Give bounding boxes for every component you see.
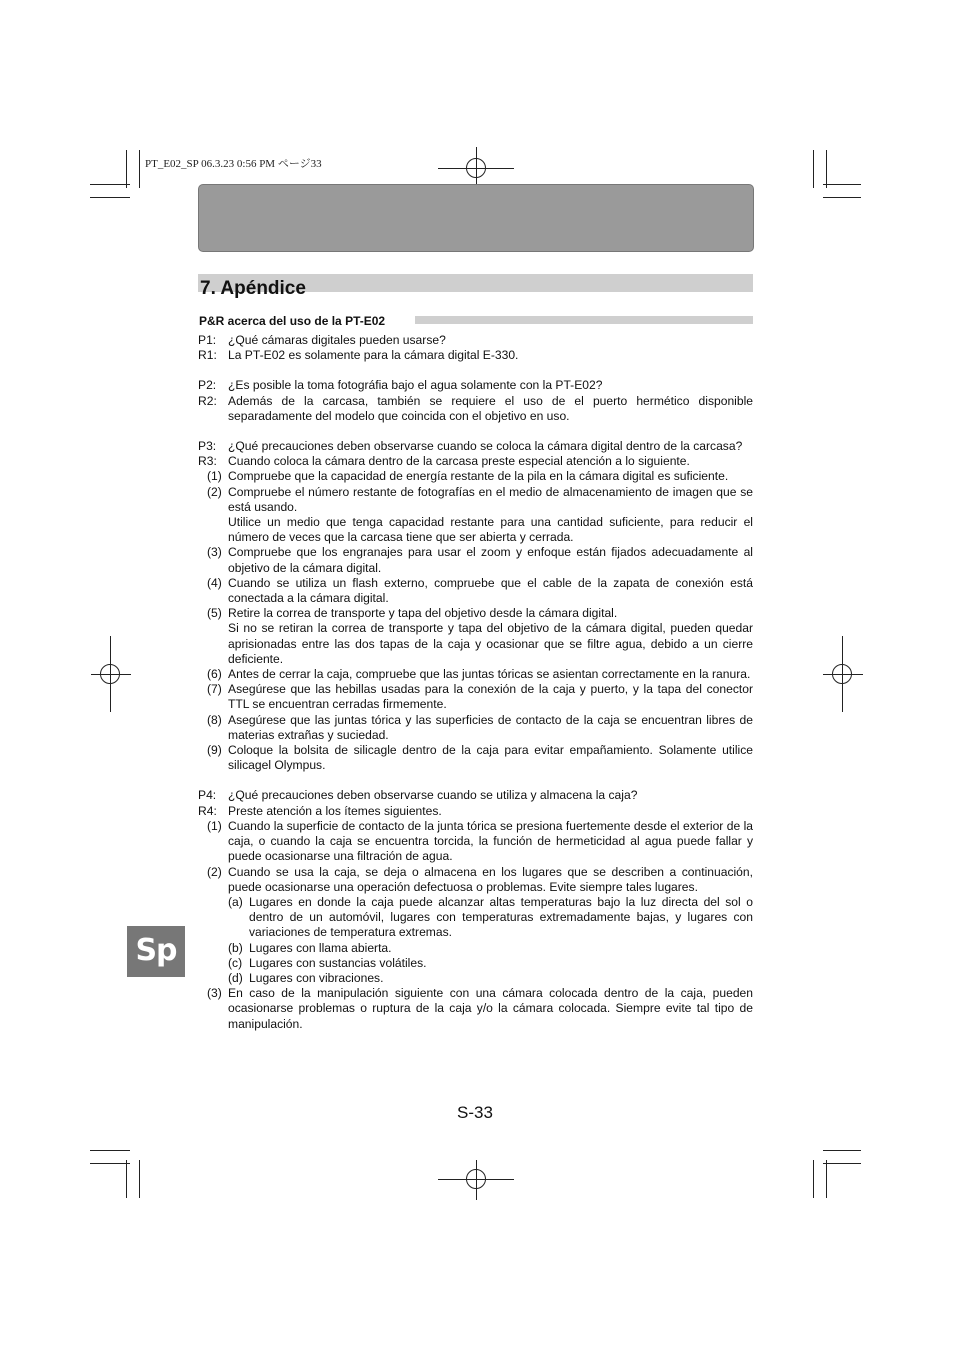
qa-item-text: Cuando coloca la cámara dentro de la carcasa preste especial atención a lo siguiente. [228, 454, 690, 469]
language-tab-label: Sp [135, 933, 177, 968]
qa-item [0, 865, 954, 895]
qa-item [0, 439, 954, 454]
qa-item-label: R2: [198, 393, 217, 408]
qa-item-text: Lugares en donde la caja puede alcanzar altas temperaturas bajo la luz directa del sol o dentro de un automóvil, lugares con temperaturas extremadamente bajas, y lugares con variaciones de temperatura extremas. [249, 894, 753, 940]
qa-item [0, 819, 954, 865]
qa-item-text: En caso de la manipulación siguiente con una cámara colocada dentro de la caja, pueden ocasionarse problemas o ruptura de la caja y/o la cámara colocada. Siempre evite tal tipo de manipulación. [228, 986, 753, 1031]
qa-item-label: (1) [207, 818, 222, 833]
qa-item-text: ¿Qué precauciones deben observarse cuando se coloca la cámara digital dentro de la carcasa? [228, 439, 743, 454]
subsection-bar [415, 316, 753, 324]
qa-item-label: (6) [207, 667, 222, 682]
qa-item [0, 394, 954, 424]
qa-item-text: ¿Es posible la toma fotográfia bajo el agua solamente con la PT-E02? [228, 378, 603, 393]
language-tab [127, 926, 185, 977]
qa-item-label: R1: [198, 348, 217, 363]
qa-item [0, 576, 954, 606]
qa-item-label: (c) [228, 955, 243, 970]
qa-item-text: Compruebe que la capacidad de energía restante de la pila en la cámara digital es suficiente. [228, 469, 729, 484]
qa-item [0, 743, 954, 773]
qa-item [0, 378, 954, 393]
qa-item-text: Cuando la superficie de contacto de la junta tórica se presiona fuertemente desde el exterior de la caja, o cuando la caja se encuentra torcida, la función de hermeticidad al agua puede fallar y puede ocasionarse una filtración de agua. [228, 818, 753, 864]
qa-item-label: P2: [198, 378, 217, 393]
qa-item [0, 804, 954, 819]
qa-item-label: (3) [207, 986, 222, 1001]
section-title: 7. Apéndice [200, 278, 306, 299]
qa-item [0, 348, 954, 363]
qa-item [0, 788, 954, 803]
qa-item-text: ¿Qué cámaras digitales pueden usarse? [228, 333, 446, 347]
qa-item-text: Preste atención a los ítemes siguientes. [228, 803, 442, 818]
page-number: S-33 [457, 1103, 493, 1122]
qa-item-label: (3) [207, 545, 222, 560]
qa-item-text: Si no se retiran la correa de transporte y tapa del objetivo de la cámara digital, pueden quedar aprisionadas entre las dos tapas de la caja y ocasionar que se filtre agua, debido a un cierre deficiente. [228, 621, 753, 666]
qa-item [0, 333, 954, 348]
qa-item-label: P1: [198, 333, 217, 347]
paragraph-gap [0, 363, 954, 378]
qa-item-label: (5) [207, 606, 222, 621]
qa-item-text: Cuando se usa la caja, se deja o almacena en los lugares que se describen a continuación, puede ocasionarse una operación defectuosa o problemas. Evite siempre tales lugares. [228, 864, 753, 894]
paragraph-gap [0, 424, 954, 439]
qa-item [0, 454, 954, 469]
qa-item-label: P4: [198, 788, 217, 803]
qa-item-text: Además de la carcasa, también se requiere el uso de el puerto hermético disponible separadamente del modelo que coincida con el objetivo en uso. [228, 393, 753, 423]
qa-item [0, 667, 954, 682]
qa-item [0, 621, 954, 667]
qa-item-label: (b) [228, 940, 243, 955]
qa-item-text: Cuando se utiliza un flash externo, compruebe que el cable de la zapata de conexión está conectada a la cámara digital. [228, 575, 753, 606]
qa-item-label: (d) [228, 970, 243, 985]
qa-item [0, 515, 954, 545]
qa-item-text: ¿Qué precauciones deben observarse cuando se utiliza y almacena la caja? [228, 788, 638, 803]
qa-item-text: Compruebe el número restante de fotografías en el medio de almacenamiento de imagen que se está usando. [228, 484, 753, 514]
qa-item-label: (8) [207, 712, 222, 727]
print-info: PT_E02_SP 06.3.23 0:56 PM ページ33 [145, 158, 322, 170]
qa-item-label: (2) [207, 484, 222, 499]
qa-item-label: (4) [207, 575, 222, 590]
qa-item-text: Utilice un medio que tenga capacidad restante para una cantidad suficiente, para reducir el número de veces que la carcasa tiene que ser abierta y cerrada. [228, 515, 753, 545]
qa-item-text: Compruebe que los engranajes para usar el zoom y enfoque están fijados adecuadamente al objetivo de la cámara digital. [228, 545, 753, 575]
qa-item-label: (7) [207, 682, 222, 697]
qa-item-label: R4: [198, 803, 217, 818]
qa-item-text: La PT-E02 es solamente para la cámara digital E-330. [228, 348, 519, 363]
qa-item-label: R3: [198, 454, 217, 469]
qa-item-label: P3: [198, 439, 217, 454]
qa-item-text: Asegúrese que las hebillas usadas para la conexión de la caja y puerto, y la tapa del conector TTL se encuentran cerradas firmemente. [228, 682, 753, 712]
qa-item [0, 545, 954, 575]
qa-item-label: (2) [207, 864, 222, 879]
qa-item-text: Lugares con sustancias volátiles. [249, 955, 427, 970]
qa-item [0, 469, 954, 484]
qa-item-label: (a) [228, 894, 243, 909]
qa-item-text: Asegúrese que las juntas tórica y las superficies de contacto de la caja se encuentran libres de materias extrañas y suciedad. [228, 712, 753, 742]
qa-item-text: Retire la correa de transporte y tapa del objetivo desde la cámara digital. [228, 606, 618, 621]
paragraph-gap [0, 773, 954, 788]
qa-item [0, 713, 954, 743]
subsection-title: P&R acerca del uso de la PT-E02 [199, 314, 386, 328]
qa-item [0, 485, 954, 515]
qa-item [0, 606, 954, 621]
qa-item [0, 986, 954, 1032]
qa-item [0, 682, 954, 712]
qa-item-text: Lugares con llama abierta. [249, 940, 392, 955]
header-banner [198, 184, 754, 252]
qa-item-text: Antes de cerrar la caja, compruebe que las juntas tóricas se asientan correctamente en la ranura. [228, 667, 751, 682]
qa-item-label: (9) [207, 743, 222, 758]
qa-item-text: Coloque la bolsita de silicagle dentro de la caja para evitar empañamiento. Solamente utilice silicagel Olympus. [228, 743, 753, 773]
qa-item-label: (1) [207, 469, 222, 484]
qa-item-text: Lugares con vibraciones. [249, 970, 384, 985]
